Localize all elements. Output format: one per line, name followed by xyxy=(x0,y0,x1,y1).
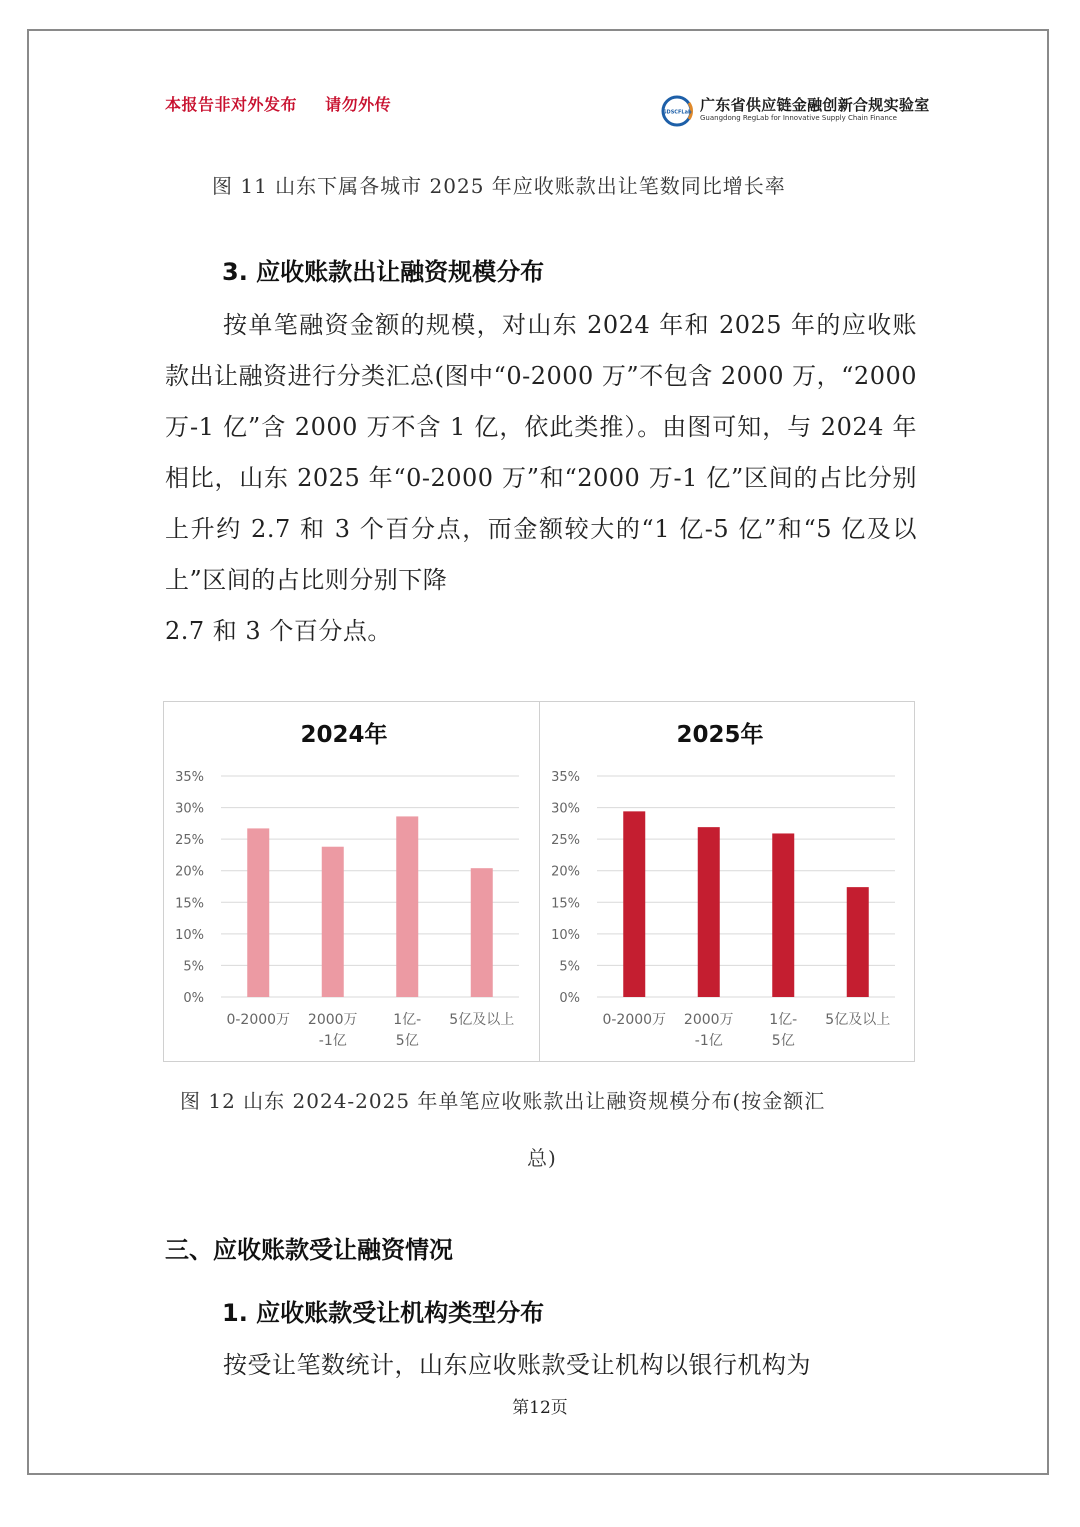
logo-name-en: Guangdong RegLab for Innovative Supply Chain Finance xyxy=(700,114,897,122)
y-tick-label: 5% xyxy=(559,959,580,975)
section-3-heading: 3. 应收账款出让融资规模分布 xyxy=(222,258,545,286)
notice-do-not-share: 请勿外传 xyxy=(325,95,392,114)
y-tick-label: 20% xyxy=(551,864,580,880)
figure-12-caption: 图 12 山东 2024-2025 年单笔应收账款出让融资规模分布(按金额汇 xyxy=(180,1089,826,1113)
x-tick-label: 5亿及以上 xyxy=(825,1012,891,1028)
y-tick-label: 20% xyxy=(175,864,204,880)
lab-logo-icon xyxy=(660,94,696,128)
y-tick-label: 0% xyxy=(183,991,204,1006)
y-tick-label: 15% xyxy=(551,896,580,912)
logo-name-cn: 广东省供应链金融创新合规实验室 xyxy=(700,96,930,114)
bar xyxy=(247,828,269,997)
bar xyxy=(698,827,720,997)
y-tick-label: 25% xyxy=(551,833,580,849)
y-tick-label: 30% xyxy=(175,801,204,817)
y-tick-label: 35% xyxy=(551,770,580,785)
y-tick-label: 35% xyxy=(175,770,204,785)
logo-abbr: GDSCFLab xyxy=(662,109,692,116)
x-tick-label: 2000万 xyxy=(683,1012,734,1028)
x-tick-label: 0-2000万 xyxy=(602,1012,667,1028)
x-tick-label: 1亿- xyxy=(393,1012,422,1028)
x-tick-label: 5亿及以上 xyxy=(449,1012,515,1028)
section-3-paragraph: 按单笔融资金额的规模，对山东 2024 年和 2025 年的应收账款出让融资进行分类汇总(图中“0-2000 万”不包含 2000 万，“2000 万-1 亿”含 2000 万不含 1 亿，依此类推）。由图可知，与 2024 年相比，山东 2025 年“0-2000 万”和“2000 万-1 亿”区间的占比分别上升约 2.7 和 3 个百分点，而金额较大的“1 亿-5 亿”和“5 亿及以上”区间的占比则分别下降 xyxy=(165,311,917,594)
x-tick-label: 5亿 xyxy=(395,1033,419,1049)
figure-12-caption-cont: 总) xyxy=(527,1146,557,1170)
x-tick-label: -1亿 xyxy=(694,1033,723,1049)
confidential-notice xyxy=(165,92,413,115)
bar xyxy=(322,847,344,997)
x-tick-label: 2000万 xyxy=(307,1012,358,1028)
y-tick-label: 5% xyxy=(183,959,204,975)
bar xyxy=(471,868,493,997)
section-1-paragraph: 按受让笔数统计，山东应收账款受让机构以银行机构为 xyxy=(223,1351,811,1379)
bar xyxy=(847,887,869,997)
section-3-paragraph-end: 2.7 和 3 个百分点。 xyxy=(165,617,392,645)
x-tick-label: 0-2000万 xyxy=(226,1012,291,1028)
bar xyxy=(396,816,418,997)
page-number: 第12页 xyxy=(512,1398,568,1418)
y-tick-label: 0% xyxy=(559,991,580,1006)
chart-title: 2024年 xyxy=(300,722,388,748)
y-tick-label: 25% xyxy=(175,833,204,849)
x-tick-label: -1亿 xyxy=(318,1033,347,1049)
y-tick-label: 30% xyxy=(551,801,580,817)
section-1-heading: 1. 应收账款受让机构类型分布 xyxy=(222,1299,545,1327)
x-tick-label: 5亿 xyxy=(771,1033,795,1049)
x-tick-label: 1亿- xyxy=(769,1012,798,1028)
figure-12-charts xyxy=(164,702,916,1063)
notice-not-public: 本报告非对外发布 xyxy=(165,95,298,114)
lab-logo xyxy=(660,94,930,128)
y-tick-label: 10% xyxy=(551,927,580,943)
bar xyxy=(772,833,794,997)
y-tick-label: 10% xyxy=(175,927,204,943)
part-3-heading: 三、应收账款受让融资情况 xyxy=(165,1236,453,1264)
figure-11-caption: 图 11 山东下属各城市 2025 年应收账款出让笔数同比增长率 xyxy=(212,174,786,198)
y-tick-label: 15% xyxy=(175,896,204,912)
bar xyxy=(623,811,645,997)
figure-12-chart-panel xyxy=(163,701,915,1062)
chart-title: 2025年 xyxy=(676,722,764,748)
